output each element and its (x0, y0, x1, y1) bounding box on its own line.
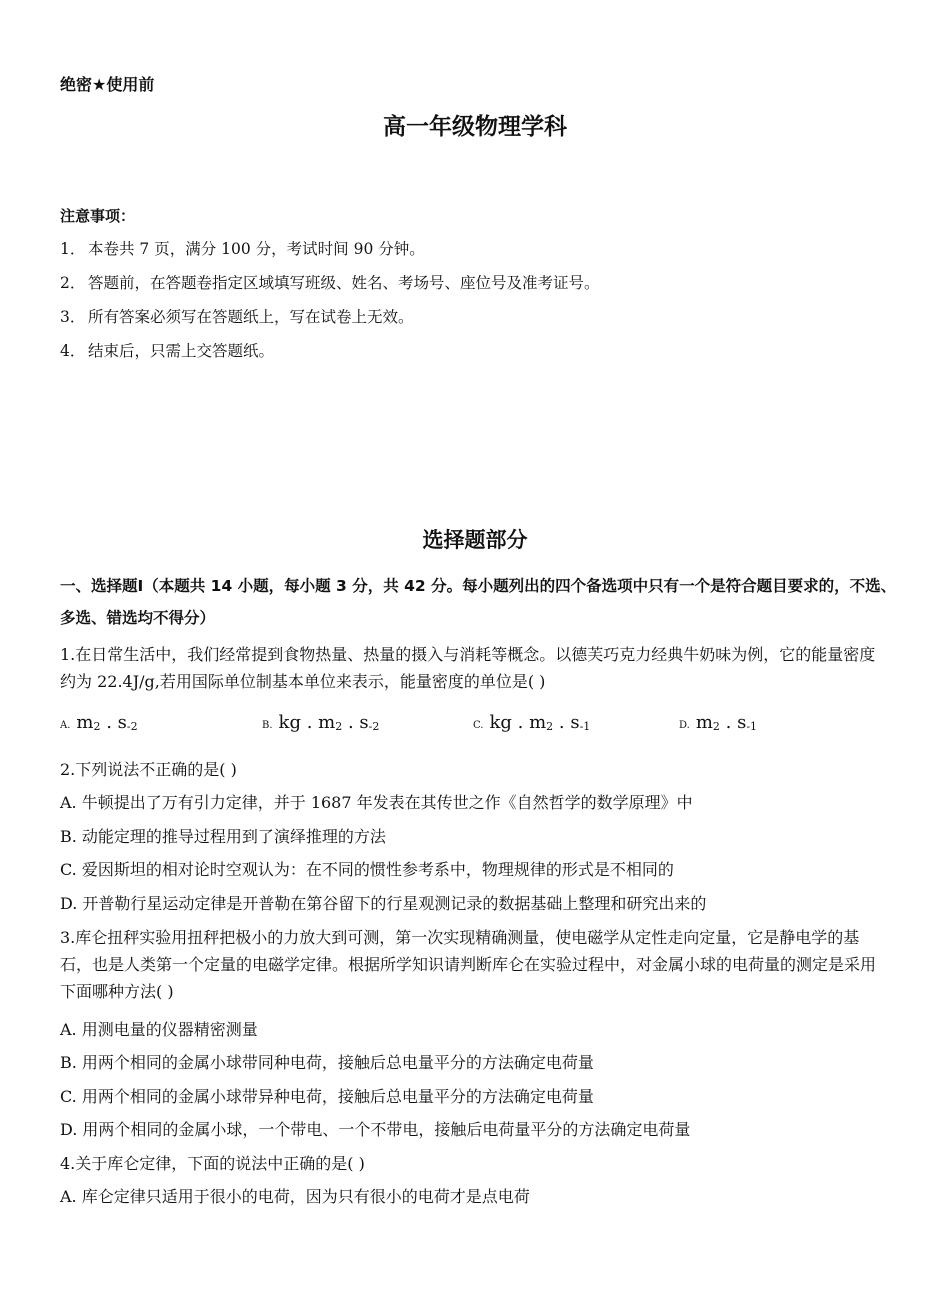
section-title: 选择题部分 (422, 528, 528, 552)
option-letter: A. (60, 720, 71, 731)
notice-item-text: 所有答案必须写在答题纸上，写在试卷上无效。 (88, 308, 414, 326)
question-3-option-b: B. 用两个相同的金属小球带同种电荷，接触后总电量平分的方法确定电荷量 (60, 1053, 594, 1072)
unit: m (529, 712, 547, 733)
question-1-stem: 1.在日常生活中，我们经常提到食物热量、热量的摄入与消耗等概念。以德芙巧克力经典牛奶味为例，它的能量密度约为 22.4J/g,若用国际单位制基本单位来表示，能量密度的单位是( ) (60, 645, 876, 691)
notice-item (60, 339, 274, 361)
exponent: 2 (93, 720, 101, 733)
question-2-option-a: A. 牛顿提出了万有引力定律，并于 1687 年发表在其传世之作《自然哲学的数学原理》中 (60, 793, 693, 812)
question-3-option-c: C. 用两个相同的金属小球带异种电荷，接触后总电量平分的方法确定电荷量 (60, 1087, 594, 1106)
question-4-stem: 4.关于库仑定律，下面的说法中正确的是( ) (60, 1154, 365, 1173)
notice-item-number: 3． (60, 308, 86, 326)
part-heading: 一、选择题Ⅰ（本题共 14 小题，每小题 3 分，共 42 分。每小题列出的四个备选项中只有一个是符合题目要求的，不选、多选、错选均不得分） (60, 577, 897, 627)
separator: . (100, 712, 118, 733)
unit: kg (278, 712, 301, 733)
exponent: -1 (579, 720, 591, 733)
separator: . (342, 712, 360, 733)
separator: . (553, 712, 571, 733)
exponent: 2 (335, 720, 343, 733)
question-2-stem: 2.下列说法不正确的是( ) (60, 760, 237, 779)
exponent: -1 (746, 720, 758, 733)
unit: s (737, 712, 747, 733)
question-2-option-d: D. 开普勒行星运动定律是开普勒在第谷留下的行星观测记录的数据基础上整理和研究出来的 (60, 894, 707, 913)
exponent: -2 (368, 720, 380, 733)
question-2-option-b: B. 动能定理的推导过程用到了演绎推理的方法 (60, 827, 386, 846)
page-title: 高一年级物理学科 (383, 114, 567, 140)
question-1-option-a (60, 712, 138, 733)
separator: . (511, 712, 530, 733)
notice-item-number: 1． (60, 240, 86, 258)
question-2-option-c: C. 爱因斯坦的相对论时空观认为：在不同的惯性参考系中，物理规律的形式是不相同的 (60, 860, 674, 879)
question-1-option-d (679, 712, 757, 733)
separator: . (300, 712, 319, 733)
unit: s (117, 712, 127, 733)
notice-item-text: 结束后，只需上交答题纸。 (88, 342, 275, 360)
question-4-option-a: A. 库仑定律只适用于很小的电荷，因为只有很小的电荷才是点电荷 (60, 1187, 530, 1206)
unit: kg (489, 712, 512, 733)
unit: m (695, 712, 713, 733)
separator: . (719, 712, 738, 733)
notice-item-text: 本卷共 7 页，满分 100 分，考试时间 90 分钟。 (88, 240, 425, 258)
notice-item (60, 237, 425, 259)
option-letter: B. (262, 720, 273, 731)
question-1-option-c (473, 712, 590, 733)
option-letter: C. (473, 720, 484, 731)
notice-item-number: 2． (60, 274, 86, 292)
notice-item (60, 271, 600, 293)
exponent: 2 (712, 720, 720, 733)
unit: m (76, 712, 94, 733)
unit: s (359, 712, 369, 733)
confidential-label: 绝密★使用前 (60, 75, 155, 94)
exponent: -2 (126, 720, 138, 733)
notice-item (60, 305, 414, 327)
question-1-option-b (262, 712, 379, 733)
unit: m (318, 712, 336, 733)
unit: s (570, 712, 580, 733)
notice-item-number: 4． (60, 342, 86, 360)
question-3-option-d: D. 用两个相同的金属小球，一个带电、一个不带电，接触后电荷量平分的方法确定电荷量 (60, 1120, 691, 1139)
notice-heading: 注意事项： (60, 207, 136, 225)
exponent: 2 (546, 720, 554, 733)
option-letter: D. (679, 720, 690, 731)
notice-item-text: 答题前，在答题卷指定区域填写班级、姓名、考场号、座位号及准考证号。 (88, 274, 600, 292)
question-3-option-a: A. 用测电量的仪器精密测量 (60, 1020, 258, 1039)
question-3-stem: 3.库仑扭秤实验用扭秤把极小的力放大到可测，第一次实现精确测量，使电磁学从定性走向定量，它是静电学的基石，也是人类第一个定量的电磁学定律。根据所学知识请判断库仑在实验过程中，对金属小球的电荷量的测定是采用下面哪种方法( ) (60, 928, 877, 1001)
